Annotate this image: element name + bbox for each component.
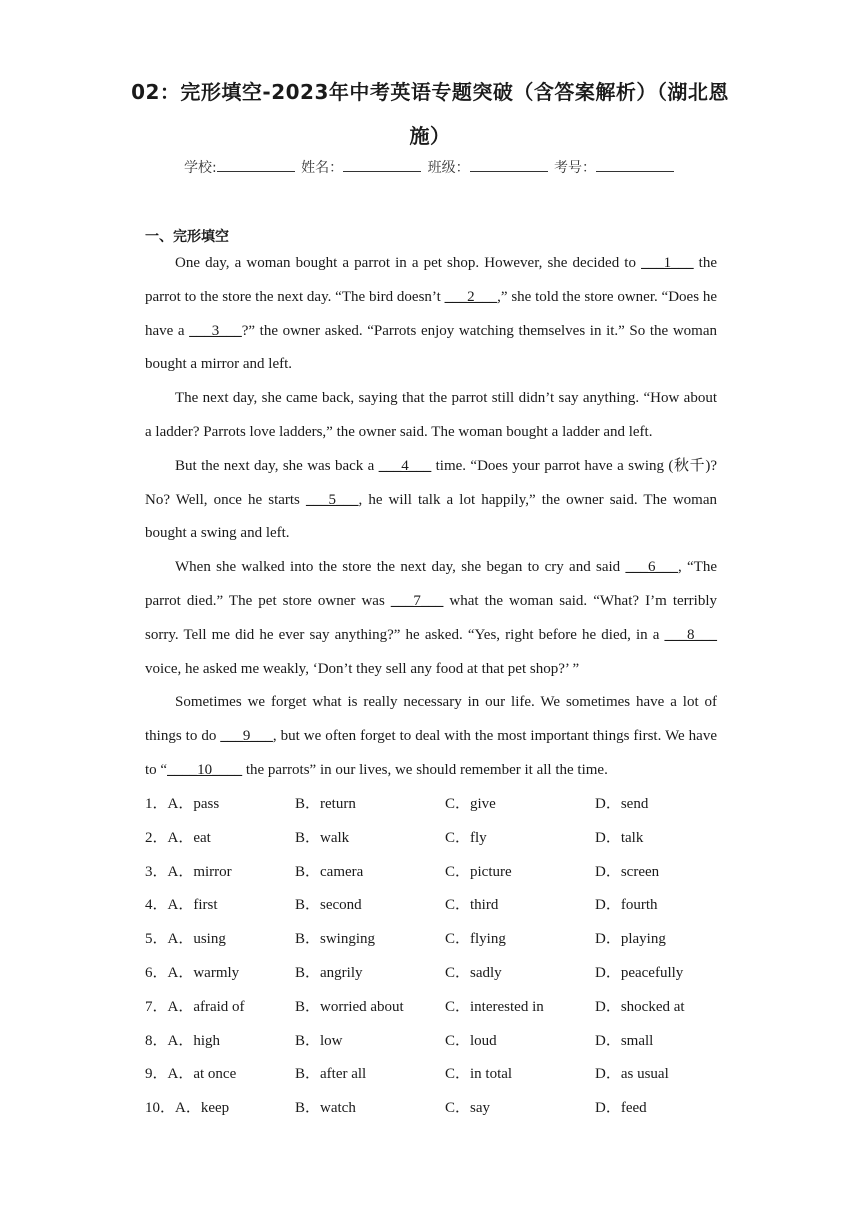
cloze-blank: ___4___ bbox=[378, 457, 432, 474]
option-c[interactable]: C．say bbox=[445, 1100, 491, 1117]
option-a[interactable]: 5．A．using bbox=[145, 931, 226, 948]
passage-text: The next day, she came back, saying that the parrot still didn’t say anything. “How about a ladder? Parrots love ladders,” the owner said. The woman bought a ladder and left. bbox=[145, 390, 717, 440]
passage-text: Sometimes we forget what is really necessary in our life. We sometimes have a lot of things to do bbox=[145, 694, 717, 745]
option-c[interactable]: C．sadly bbox=[445, 964, 502, 981]
cloze-blank: ___3___ bbox=[189, 322, 242, 339]
passage-text: One day, a woman bought a parrot in a pet shop. However, she decided to bbox=[175, 255, 642, 271]
cloze-blank: ___9___ bbox=[220, 728, 273, 745]
passage-paragraph bbox=[145, 450, 717, 551]
option-b[interactable]: B．after all bbox=[295, 1066, 367, 1083]
passage-paragraph bbox=[145, 686, 717, 787]
passage-paragraph bbox=[145, 247, 717, 382]
name-blank[interactable] bbox=[343, 159, 421, 172]
cloze-blank: ___8___ bbox=[664, 626, 717, 643]
option-c[interactable]: C．picture bbox=[445, 863, 512, 880]
option-b[interactable]: B．low bbox=[295, 1032, 343, 1049]
passage-text: , but we often forget to deal with the most important things first. We have to “ bbox=[145, 728, 717, 778]
passage-text: the parrot to the store the next day. “The bird doesn’t bbox=[145, 255, 718, 305]
passage-text: When she walked into the store the next day, she began to cry and said bbox=[175, 559, 626, 576]
option-d[interactable]: D．small bbox=[595, 1032, 654, 1049]
option-b[interactable]: B．angrily bbox=[295, 964, 363, 981]
question-row bbox=[145, 991, 717, 1025]
question-row bbox=[145, 1058, 717, 1092]
question-row bbox=[145, 923, 717, 957]
option-b[interactable]: B．walk bbox=[295, 829, 350, 846]
question-row bbox=[145, 822, 717, 856]
page-title: 02：完形填空-2023年中考英语专题突破（含答案解析）（湖北恩施） bbox=[131, 80, 729, 148]
question-row bbox=[145, 856, 717, 890]
option-d[interactable]: D．talk bbox=[595, 829, 644, 846]
question-row bbox=[145, 788, 717, 822]
passage-text: what the woman said. “What? I’m terribly sorry. Tell me did he ever say anything?” he asked. “Yes, right before he died, in a bbox=[145, 592, 717, 643]
option-d[interactable]: D．shocked at bbox=[595, 998, 685, 1015]
option-b[interactable]: B．swinging bbox=[295, 931, 376, 948]
option-d[interactable]: D．peacefully bbox=[595, 964, 684, 981]
passage-paragraph bbox=[145, 382, 717, 450]
option-c[interactable]: C．loud bbox=[445, 1032, 497, 1049]
option-b[interactable]: B．worried about bbox=[295, 998, 404, 1015]
cloze-blank: ___6___ bbox=[625, 559, 678, 576]
option-a[interactable]: 2．A．eat bbox=[145, 829, 211, 846]
passage-text: ?” the owner asked. “Parrots enjoy watching themselves in it.” So the woman bought a mirror and left. bbox=[145, 322, 717, 373]
option-a[interactable]: 7．A．afraid of bbox=[145, 998, 245, 1015]
option-a[interactable]: 3．A．mirror bbox=[145, 863, 232, 880]
option-a[interactable]: 4．A．first bbox=[145, 897, 218, 914]
cloze-passage bbox=[145, 247, 717, 788]
section-heading: 一、完形填空 bbox=[145, 229, 229, 245]
passage-text: ,” she told the store owner. “Does he have a bbox=[145, 288, 717, 339]
option-c[interactable]: C．flying bbox=[445, 931, 506, 948]
class-blank[interactable] bbox=[470, 159, 548, 172]
option-d[interactable]: D．playing bbox=[595, 931, 666, 948]
class-label: 班级： bbox=[427, 160, 470, 176]
option-d[interactable]: D．as usual bbox=[595, 1066, 669, 1083]
option-c[interactable]: C．give bbox=[445, 796, 496, 812]
school-blank[interactable] bbox=[217, 159, 295, 172]
cloze-blank: ___2___ bbox=[444, 288, 498, 305]
passage-text: , “The parrot died.” The pet store owner was bbox=[145, 559, 717, 609]
option-a[interactable]: 8．A．high bbox=[145, 1032, 221, 1049]
option-c[interactable]: C．fly bbox=[445, 829, 487, 846]
option-a[interactable]: 10．A．keep bbox=[145, 1100, 230, 1117]
option-a[interactable]: 6．A．warmly bbox=[145, 964, 240, 981]
passage-text: , he will talk a lot happily,” the owner said. The woman bought a swing and left. bbox=[145, 491, 717, 542]
option-d[interactable]: D．send bbox=[595, 796, 649, 812]
cloze-blank: ___1___ bbox=[641, 255, 694, 271]
option-b[interactable]: B．camera bbox=[295, 863, 364, 880]
question-row bbox=[145, 1025, 717, 1059]
passage-text: time. “Does your parrot have a swing (秋千)? No? Well, once he starts bbox=[145, 457, 717, 508]
option-a[interactable]: 9．A．at once bbox=[145, 1066, 237, 1083]
option-b[interactable]: B．watch bbox=[295, 1100, 356, 1117]
name-label: 姓名： bbox=[301, 160, 344, 176]
option-c[interactable]: C．interested in bbox=[445, 998, 544, 1015]
passage-text: But the next day, she was back a bbox=[175, 457, 379, 474]
question-row bbox=[145, 1092, 717, 1126]
passage-text: voice, he asked me weakly, ‘Don’t they sell any food at that pet shop?’ ” bbox=[145, 660, 580, 677]
option-b[interactable]: B．second bbox=[295, 897, 362, 914]
option-a[interactable]: 1．A．pass bbox=[145, 796, 220, 812]
cloze-blank: ___5___ bbox=[305, 491, 359, 508]
student-info-line bbox=[0, 157, 860, 177]
cloze-blank: ___7___ bbox=[390, 592, 444, 609]
exam-number-label: 考号： bbox=[554, 160, 597, 176]
question-row bbox=[145, 957, 717, 991]
cloze-blank: ____10____ bbox=[167, 761, 243, 778]
option-b[interactable]: B．return bbox=[295, 796, 356, 812]
option-d[interactable]: D．fourth bbox=[595, 897, 658, 914]
option-c[interactable]: C．third bbox=[445, 897, 499, 914]
passage-text: the parrots” in our lives, we should remember it all the time. bbox=[242, 761, 608, 778]
option-d[interactable]: D．screen bbox=[595, 863, 660, 880]
option-d[interactable]: D．feed bbox=[595, 1100, 647, 1117]
school-label: 学校: bbox=[183, 160, 217, 176]
question-row bbox=[145, 889, 717, 923]
exam-number-blank[interactable] bbox=[596, 159, 674, 172]
option-c[interactable]: C．in total bbox=[445, 1066, 513, 1083]
question-options bbox=[145, 788, 717, 1126]
passage-paragraph bbox=[145, 551, 717, 686]
